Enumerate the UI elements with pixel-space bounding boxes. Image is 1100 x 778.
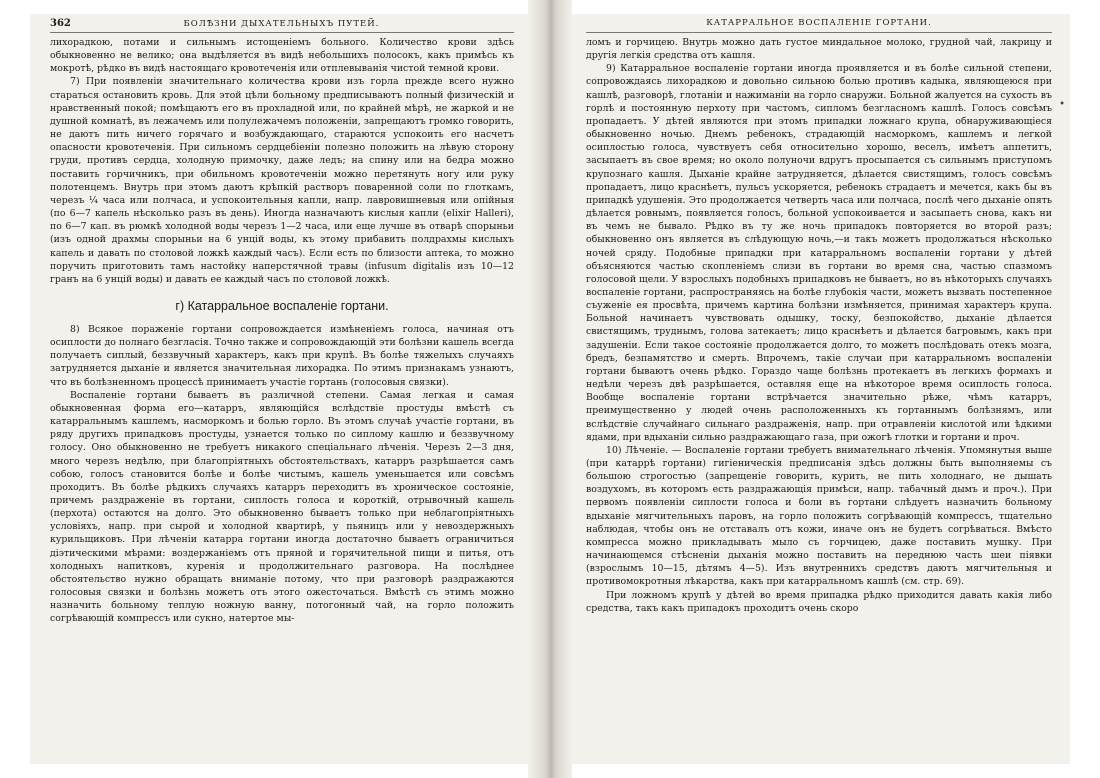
section-heading: г) Катарральное воспаленіе гортани. bbox=[175, 298, 389, 313]
left-running-head bbox=[50, 18, 514, 33]
right-running-title: КАТАРРАЛЬНОЕ ВОСПАЛЕНІЕ ГОРТАНИ. bbox=[706, 18, 932, 28]
left-paragraph-2: 7) При появленіи значительнаго количества крови изъ горла прежде всего нужно стараться остановить кровь. Для этой цѣли больному предписываютъ полный физическій и нравственный покой; помѣщаютъ его въ прохладной или, по крайней мѣрѣ, не жаркой и не душной комнатѣ, въ лежачемъ или полулежачемъ положеніи, запрещаютъ громко говорить, не даютъ пить ничего горячаго и возбуждающаго, стараются успокоить его насчетъ опасности кровотеченія. При сильномъ сердцебіеніи полезно положить на лѣвую сторону груди, противъ сердца, холодную примочку, даже ледъ; на спину или на бедра можно поставить горчичникъ, при обильномъ кровотеченіи можно перетянуть ногу или руку полотенцемъ. Внутрь при этомъ даютъ крѣпкій растворъ поваренной соли по глоткамъ, черезъ ¼ часа или полчаса, и успокоительныя капли, напр. лавровишневыя или опійныя (по 6—7 капель нѣсколько разъ въ день). Иногда назначаютъ кислыя капли (elixir Halleri), по 6—7 кап. въ рюмкѣ холодной воды черезъ 1—2 часа, или еще лучше въ отварѣ спорыньи (изъ одной драхмы спорыньи на 6 унцій воды, къ этому прибавить полдрахмы кислыхъ капель и давать по столовой ложкѣ каждый часъ). Если есть по близости аптека, то можно поручить приготовить тамъ настойку наперстячной травы (infusum digitalis изъ 10—12 гранъ на 6 унцій воды) и давать ее каждый часъ по столовой ложкѣ. bbox=[50, 76, 514, 285]
left-paragraph-4: Воспаленіе гортани бываетъ въ различной степени. Самая легкая и самая обыкновенная форма его—катарръ, являющійся вслѣдствіе простуды вмѣстѣ съ катарральнымъ кашлемъ, насморкомъ и болью горло. Въ этомъ случаѣ участіе гортани, въ ряду другихъ припадковъ простуды, узнается только по сиплому кашлю и беззвучному голосу. Оно обыкновенно не требуетъ никакого спеціальнаго лѣченія. Черезъ 2—3 дня, много черезъ недѣлю, при благопріятныхъ обстоятельствахъ, катарръ разрѣшается самъ собою, голосъ становится болѣе и болѣе чистымъ, кашель уменьшается или совсѣмъ проходитъ. Въ болѣе рѣдкихъ случаяхъ катарръ переходитъ въ хроническое состояніе, причемъ раздраженіе въ гортани, сиплость голоса и короткій, отрывочный кашель (перхота) остаются на долго. Это обыкновенно бываетъ только при неблагопріятныхъ условіяхъ, напр. при сырой и холодной квартирѣ, у пьяницъ или у невоздержныхъ курильщиковъ. При лѣченіи катарра гортани иногда достаточно бываетъ ограничиться діэтическими мѣрами: воздержаніемъ отъ пряной и горячительной пищи и питья, отъ холодныхъ напитковъ, куренія и продолжительнаго разговора. На послѣднее обстоятельство нужно обращать вниманіе потому, что при разговорѣ раздражаются голосовыя связки и болѣзнь можетъ отъ этого ожесточаться. Вмѣстѣ съ этимъ можно назначить больному теплую ножную ванну, потогонный чай, на горло положить согрѣвающій компрессъ или сукно, натертое мы- bbox=[50, 389, 514, 625]
margin-mark: • bbox=[1059, 99, 1065, 110]
right-page bbox=[572, 14, 1070, 764]
left-paragraph-3: 8) Всякое пораженіе гортани сопровождается измѣненіемъ голоса, начиная отъ осиплости до полнаго безгласія. Точно также и сопровождающій эти болѣзни кашель всегда получаетъ сиплый, беззвучный характеръ, какъ при крупѣ. Въ болѣе тяжелыхъ случаяхъ затрудняется дыханіе и является значительная лихорадка. По этимъ признакамъ узнаютъ, что въ болѣзненномъ процессѣ принимаетъ участіе гортань (голосовыя связки). bbox=[50, 323, 514, 388]
right-paragraph-1: ломъ и горчицею. Внутрь можно дать густое миндальное молоко, грудной чай, лакрицу и другія легкія средства отъ кашля. bbox=[586, 37, 1052, 62]
right-running-head bbox=[586, 18, 1052, 33]
left-page-number: 362 bbox=[50, 18, 71, 29]
right-paragraph-3: 10) Лѣченіе. — Воспаленіе гортани требуетъ внимательнаго лѣченія. Упомянутыя выше (при катаррѣ гортани) гигіеническія предписанія здѣсь должны быть выполняемы съ большою строгостью (запрещеніе говорить, курить, не пить холоднаго, не дышать воздухомъ, въ которомъ есть раздражающія примѣси, напр. табачный дымъ и проч.). При первомъ появленіи сиплости голоса и боли въ гортани слѣдуетъ назначить больному вдыханіе мягчительныхъ паровъ, на горло положить согрѣвающій компрессъ, тщательно наблюдая, чтобы онъ не отставалъ отъ кожи, иначе онъ не будетъ согрѣваться. Вмѣсто компресса можно прикладывать мыло съ горчицею, даже поставить мушку. При начинающемся стѣсненіи дыханія можно поставить на переднюю часть шеи піявки (взрослымъ 10—15, дѣтямъ 4—5). Изъ внутреннихъ средствъ даютъ мягчительныя и противомокротныя лѣкарства, какъ при катарральномъ кашлѣ (см. стр. 69). bbox=[586, 444, 1052, 588]
left-paragraph-1: лихорадкою, потами и сильнымъ истощеніемъ больного. Количество крови здѣсь обыкновенно не велико; она выдѣляется въ видѣ небольшихъ полосокъ, какъ примѣсь къ мокротѣ, рѣдко въ видѣ настоящаго кровотеченія или отплевыванія чистой темной крови. bbox=[50, 37, 514, 75]
left-page bbox=[30, 14, 528, 764]
right-paragraph-4: При ложномъ крупѣ у дѣтей во время припадка рѣдко приходится давать какія либо средства, такъ какъ припадокъ проходитъ очень скоро bbox=[586, 589, 1052, 614]
left-running-title: БОЛѢЗНИ ДЫХАТЕЛЬНЫХЪ ПУТЕЙ. bbox=[183, 19, 380, 29]
right-paragraph-2: 9) Катарральное воспаленіе гортани иногда проявляется и въ болѣе сильной степени, сопровождаясь лихорадкою и довольно сильною болью противъ кадыка, являющеюся при кашлѣ, разговорѣ, глотаніи и нажиманіи на горло снаружи. Больной жалуется на сухость въ горлѣ и постоянную перхоту при частомъ, сипломъ безгласномъ кашлѣ. Голосъ совсѣмъ пропадаетъ. У дѣтей являются при этомъ припадки ложнаго крупа, обнаруживающіеся обыкновенно ночью. Днемъ ребенокъ, страдающій насморкомъ, кашлемъ и легкой осиплостью голоса, чувствуетъ себя относительно хорошо, веселъ, имѣетъ аппетитъ, засыпаетъ въ свое время; но около полуночи вдругъ просыпается съ сильнымъ приступомъ крупознаго кашля. Дыханіе крайне затрудняется, дѣлается свистящимъ, голосъ совсѣмъ пропадаетъ, лицо краснѣетъ, пульсъ ускоряется, ребенокъ страдаетъ и мечется, какъ бы въ припадкѣ удушенія. Это продолжается четверть часа или полчаса, послѣ чего дыханіе опять дѣлается ровнымъ, появляется голосъ, больной успокоивается и засыпаетъ снова, какъ ни въ чемъ не бывало. Рѣдко въ ту же ночь припадокъ повторяется во второй разъ; обыкновенно онъ является въ слѣдующую ночь,—и такъ можетъ продолжаться нѣсколько ночей сряду. Подобные припадки при катарральномъ воспаленіи гортани у дѣтей объясняются частью скопленіемъ слизи въ гортани во время сна, частью спазмомъ голосовой щели. У взрослыхъ подобныхъ припадковъ не бываетъ, но въ нѣкоторыхъ случаяхъ воспаленіе гортани, распространяясь на болѣе глубокія части, можетъ вызвать постепенное съуженіе ея просвѣта, причемъ картина болѣзни измѣняется, принимая характеръ крупа. Больной начинаетъ чувствовать одышку, тоску, безпокойство, дыханіе дѣлается свистящимъ, труднымъ, голова затекаетъ; лицо краснѣетъ и дѣлается багровымъ, какъ при задушеніи. Если такое состояніе продолжается долго, то можетъ послѣдовать отекъ мозга, бредъ, безпамятство и смерть. Впрочемъ, такіе случаи при катарральномъ воспаленіи гортани бываютъ очень рѣдко. Гораздо чаще болѣзнь протекаетъ въ легкихъ формахъ и недѣли черезъ двѣ разрѣшается, оставляя еще на нѣкоторое время осиплость голоса. Вообще воспаленіе гортани встрѣчается значительно рѣже, чѣмъ катарръ, преимущественно у людей очень расположенныхъ къ гортаннымъ болѣзнямъ, или вслѣдствіе случайнаго сильнаго раздраженія, напр. при отравленіи кислотой или ѣдкими ядами, при вдыханіи сильно раздражающаго газа, при ожогѣ глотки и гортани и проч. bbox=[586, 63, 1052, 443]
book-gutter bbox=[528, 0, 572, 778]
